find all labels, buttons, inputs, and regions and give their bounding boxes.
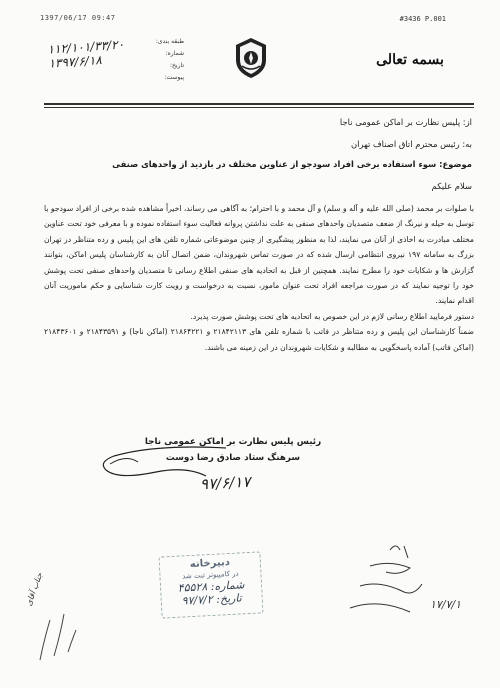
classification-label: طبقه بندی: bbox=[155, 38, 184, 45]
handwritten-scribble-right bbox=[330, 536, 480, 626]
number-label: شماره: bbox=[165, 50, 184, 57]
handwritten-note-right bbox=[330, 536, 480, 626]
memo-greeting: سلام علیکم bbox=[431, 181, 472, 191]
signatory-title: رئیس پلیس نظارت بر اماکن عمومی ناجا bbox=[144, 437, 322, 447]
stamp-date: ۹۷/۷/۲ bbox=[181, 592, 214, 608]
memo-to: به: رئیس محترم اتاق اصناف تهران bbox=[351, 139, 472, 149]
body-paragraph-2: دستور فرمایید اطلاع رسانی لازم در این خصوص به اتحادیه های تحت پوشش صورت پذیرد. bbox=[190, 311, 474, 321]
signatory-name: سرهنگ ستاد صادق رضا دوست bbox=[165, 453, 301, 463]
memo-body bbox=[44, 201, 474, 355]
fax-header-right: #3436 P.001 bbox=[399, 15, 446, 23]
stamp-number: ۴۵۵۲۸ bbox=[177, 580, 208, 595]
stamp-title: دبیرخانه bbox=[189, 556, 231, 571]
body-paragraph-1: با صلوات بر محمد (صلی الله علیه و آله و سلم) و آل محمد و با احترام؛ به آگاهی می رساند، اخیراً مشاهده شده برخی از افراد سودجو با توسل به حیله و نیرنگ از ضعف متصدیان واحدهای صنفی به علت نداشتن پروانه فعالیت سوء استفاده نموده و با معرفی خود تحت عناوین مختلف مبادرت به اخاذی از آنان می نمایند، لذا به منظور پیشگیری از چنین موضوعاتی شماره تلفن های این پلیس و رده متناظر در تهران بزرگ به سامانه ۱۹۷ نیروی انتظامی ارسال شده که در صورت تماس شهروندان، ضمن اتصال آنان به کارشناسان پلیس اماکن، بتوانند گزارش ها و شکایات خود را مطرح نمایند. همچنین از قبل به اتحادیه های صنفی اطلاع رسانی تا متصدیان واحدهای صنفی تحت پوشش خود را توجیه نمایند که در صورت مراجعه افراد تحت عنوان مامور، نسبت به درخواست و رویت کارت شناسایی و حکم ماموریت آنان اقدام نمایند. bbox=[44, 204, 474, 306]
memo-from: از: پلیس نظارت بر اماکن عمومی ناجا bbox=[339, 117, 472, 127]
header-divider bbox=[44, 103, 474, 105]
handwritten-note-date: ۱۷/۷/۱ bbox=[430, 598, 462, 611]
secretariat-stamp bbox=[158, 551, 263, 618]
letterhead-labels bbox=[124, 36, 184, 84]
handwritten-signature-date: ۹۷/۶/۱۷ bbox=[199, 472, 251, 494]
body-paragraph-3: ضمناً کارشناسان این پلیس و رده متناظر در فاتب با شماره تلفن های ۲۱۸۴۲۱۱۳ و ۲۱۸۶۴۲۲۱ (اماکن ناجا) و ۲۱۸۴۳۵۹۱ و ۲۱۸۴۳۶۰۱ (اماکن فاتب) آماده پاسخگویی به مطالبه و شکایات شهروندان در این زمینه می باشند. bbox=[44, 327, 475, 352]
signature-block bbox=[108, 434, 358, 466]
bismillah-heading: بسمه تعالی bbox=[376, 52, 444, 68]
handwritten-note-text: جناب آقای bbox=[24, 571, 45, 608]
stamp-number-label: شماره: bbox=[210, 578, 245, 594]
header-divider-thin bbox=[44, 107, 474, 108]
handwritten-number: ۱۱۲/۱۰۱/۳۳/۲۰ bbox=[47, 37, 125, 57]
stamp-date-label: تاریخ: bbox=[215, 591, 243, 606]
handwritten-reference bbox=[47, 37, 125, 70]
stamp-line: در کامپیوتر ثبت شد bbox=[182, 569, 239, 581]
handwritten-note-left bbox=[20, 571, 90, 670]
handwritten-scribble-left bbox=[20, 600, 90, 670]
attachment-label: پیوست: bbox=[164, 74, 184, 81]
handwritten-letter-date: ۱۳۹۷/۶/۱۸ bbox=[48, 52, 103, 71]
police-emblem-icon bbox=[232, 36, 270, 80]
fax-header-left: 1397/06/17 09:47 bbox=[40, 14, 116, 22]
memo-subject: موضوع: سوء استفاده برخی افراد سودجو از عناوین مختلف در بازدید از واحدهای صنفی bbox=[112, 159, 472, 169]
date-label: تاریخ: bbox=[170, 62, 184, 69]
